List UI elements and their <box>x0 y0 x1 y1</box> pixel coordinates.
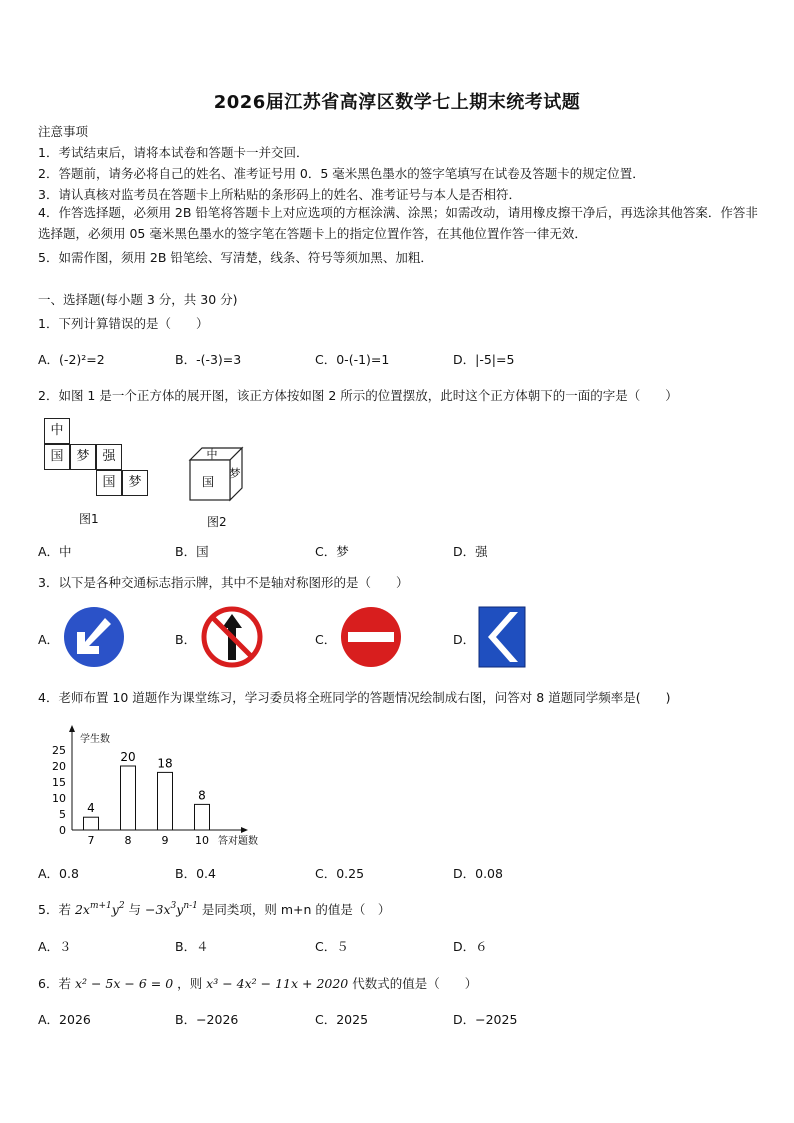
notice-item-4: 4．作答选择题，必须用 2B 铅笔将答题卡上对应选项的方框涂满、涂黑；如需改动，请用橡皮擦干净后，再选涂其他答案．作答非选择题，必须用 05 毫米黑色墨水的签字笔在答题卡上的指定位置作答，在其他位置作答一律无效． <box>38 205 758 241</box>
bars <box>84 750 210 847</box>
q3-option-d-letter: D． <box>453 632 476 647</box>
notice-item-3: 3．请认真核对监考员在答题卡上所粘贴的条形码上的姓名、准考证号与本人是否相符． <box>38 187 521 202</box>
q6-option-a: A．2026 <box>38 1012 91 1027</box>
q5-suffix: 是同类项，则 m+n 的值是（ ） <box>201 902 391 917</box>
question-3-stem: 3．以下是各种交通标志指示牌，其中不是轴对称图形的是（ ） <box>38 575 409 590</box>
q1-option-a: A．(-2)²=2 <box>38 352 105 367</box>
q4-option-d: D．0.08 <box>453 866 503 881</box>
x-tick-label: 9 <box>161 834 169 847</box>
question-2-stem: 2．如图 1 是一个正方体的展开图，该正方体按如图 2 所示的位置摆放，此时这个正方体朝下的一面的字是（ ） <box>38 388 678 403</box>
no-entry-sign <box>340 606 402 668</box>
q3-option-b-letter: B． <box>175 632 197 647</box>
cube-figure <box>186 444 246 504</box>
figure-2-caption: 图2 <box>207 515 227 529</box>
q5-option-b: B．４ <box>175 939 209 954</box>
q2-option-c: C．梦 <box>315 544 349 559</box>
y-axis-arrow <box>69 725 75 732</box>
y-tick-label: 0 <box>59 824 66 837</box>
q6-suffix: 代数式的值是（ ） <box>352 976 478 991</box>
net-cell: 国 <box>96 470 122 496</box>
bar <box>158 772 173 830</box>
q2-option-b: B．国 <box>175 544 209 559</box>
net-cell: 梦 <box>122 470 148 496</box>
notice-item-1: 1．考试结束后，请将本试卷和答题卡一并交回． <box>38 145 309 160</box>
bar <box>195 804 210 830</box>
q6-prefix: 6．若 <box>38 976 71 991</box>
bar <box>121 766 136 830</box>
q3-option-a-letter: A． <box>38 632 60 647</box>
exam-title: 2026届江苏省高淳区数学七上期末统考试题 <box>213 92 581 113</box>
y-axis-label: 学生数 <box>80 734 110 745</box>
question-4-stem: 4．老师布置 10 道题作为课堂练习，学习委员将全班同学的答题情况绘制成右图，问答对 8 道题同学频率是( ) <box>38 690 671 705</box>
q5-option-d: D．６ <box>453 939 488 954</box>
q5-expression-1: $2x^{m+1}y^2$ <box>74 901 125 917</box>
q5-option-c: C．５ <box>315 939 349 954</box>
chevron-left-sign <box>478 606 526 668</box>
net-cell: 梦 <box>70 444 96 470</box>
x-tick-label: 7 <box>87 834 95 847</box>
x-tick-label: 10 <box>195 834 209 847</box>
question-5-stem <box>38 900 390 918</box>
question-1-stem: 1．下列计算错误的是（ ） <box>38 316 209 331</box>
blue-arrow-down-left-sign <box>63 606 125 668</box>
q6-condition: x² − 5x − 6 = 0 <box>74 976 174 991</box>
q6-mid: ，则 <box>177 976 203 991</box>
q6-expression: x³ − 4x² − 11x + 2020 <box>206 976 349 991</box>
q5-mid: 与 <box>128 902 142 917</box>
notice-heading: 注意事项 <box>38 124 89 139</box>
q3-option-c-letter: C． <box>315 632 337 647</box>
cube-side-label: 梦 <box>229 467 241 480</box>
x-axis-label: 答对题数 <box>218 836 258 847</box>
q4-option-c: C．0.25 <box>315 866 365 881</box>
q1-option-c: C．0-(-1)=1 <box>315 352 390 367</box>
cube-top-label: 中 <box>206 448 218 461</box>
answer-count-bar-chart <box>38 722 278 852</box>
net-cell: 强 <box>96 444 122 470</box>
q2-option-d: D．强 <box>453 544 488 559</box>
y-tick-label: 10 <box>52 792 66 805</box>
notice-item-2: 2．答题前，请务必将自己的姓名、准考证号用 0．5 毫米黑色墨水的签字笔填写在试卷及答题卡的规定位置． <box>38 166 645 181</box>
q2-option-a: A．中 <box>38 544 72 559</box>
cube-front-label: 国 <box>201 475 215 489</box>
q1-option-d: D．|-5|=5 <box>453 352 515 367</box>
no-straight-ahead-sign <box>200 606 264 668</box>
x-axis-arrow <box>241 827 248 833</box>
bar-value-label: 4 <box>87 801 95 816</box>
q4-option-a: A．0.8 <box>38 866 79 881</box>
q1-option-b: B．-(-3)=3 <box>175 352 242 367</box>
y-tick-label: 20 <box>52 760 66 773</box>
section-heading: 一、选择题(每小题 3 分，共 30 分) <box>38 292 238 307</box>
x-tick-label: 8 <box>124 834 132 847</box>
q6-option-b: B．−2026 <box>175 1012 239 1027</box>
q5-expression-2: $-3x^3y^{n-1}$ <box>145 901 198 917</box>
bar-value-label: 18 <box>157 756 173 771</box>
q5-option-a: A．３ <box>38 939 72 954</box>
q6-option-c: C．2025 <box>315 1012 369 1027</box>
question-6-stem <box>38 974 477 992</box>
q5-prefix: 5．若 <box>38 902 71 917</box>
bar-value-label: 8 <box>198 788 206 803</box>
y-tick-labels <box>52 744 66 837</box>
bar <box>84 817 99 830</box>
bar-value-label: 20 <box>120 750 136 764</box>
q6-option-d: D．−2025 <box>453 1012 518 1027</box>
net-cell: 国 <box>44 444 70 470</box>
net-cell: 中 <box>44 418 70 444</box>
y-tick-label: 25 <box>52 744 66 757</box>
y-tick-label: 15 <box>52 776 66 789</box>
figure-1-caption: 图1 <box>79 512 99 526</box>
notice-item-5: 5．如需作图，须用 2B 铅笔绘、写清楚，线条、符号等须加黑、加粗． <box>38 250 433 265</box>
y-tick-label: 5 <box>59 808 66 821</box>
q4-option-b: B．0.4 <box>175 866 216 881</box>
